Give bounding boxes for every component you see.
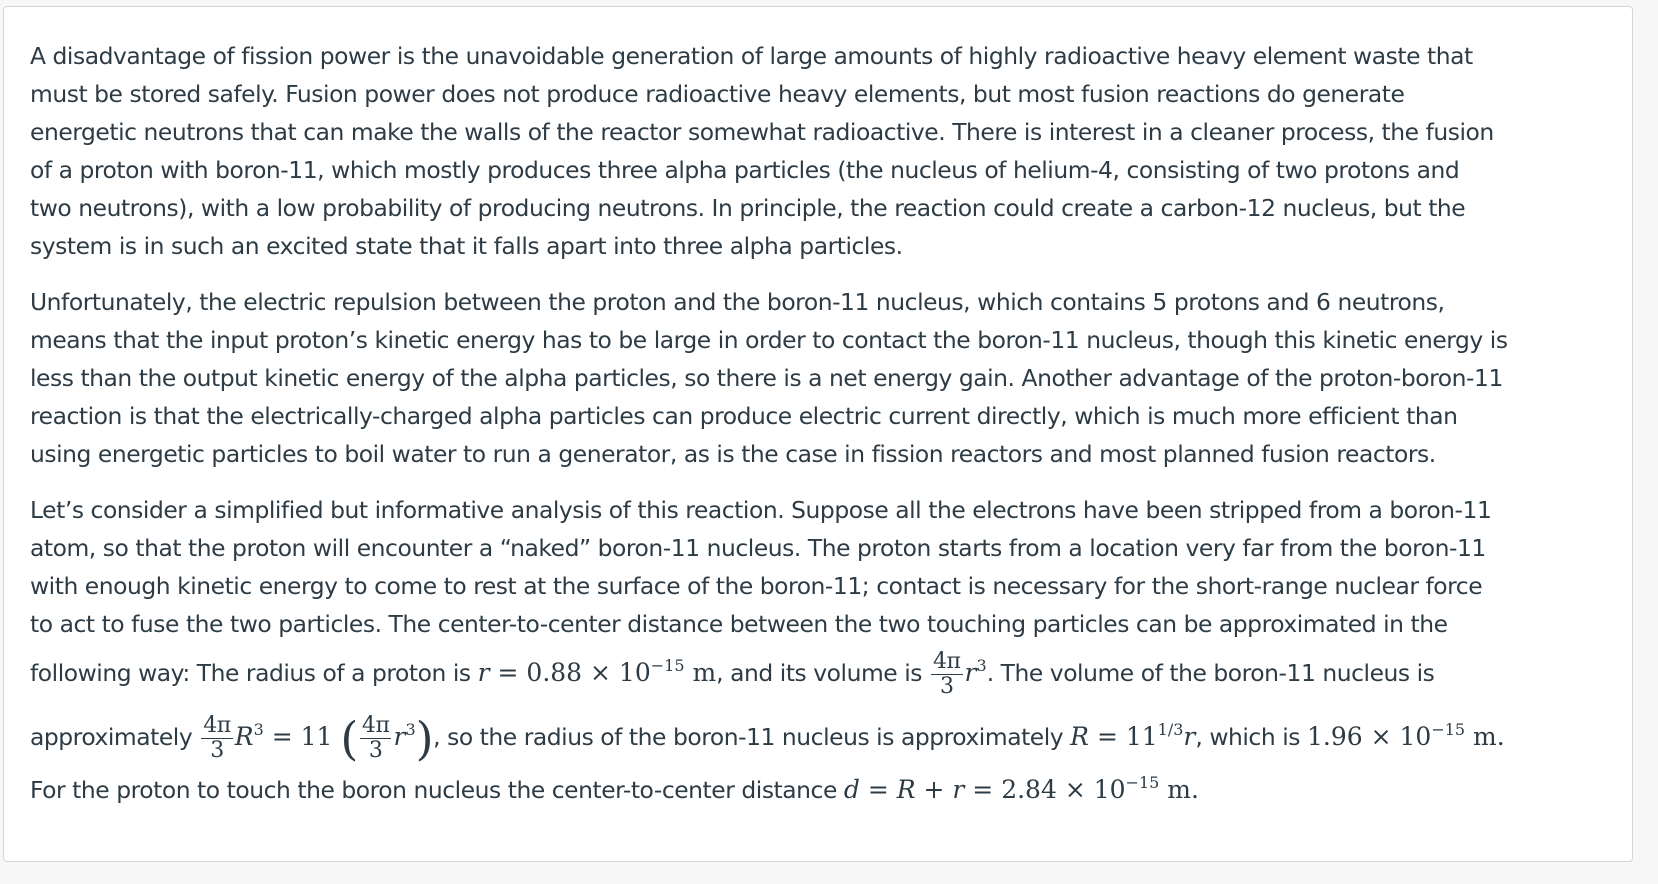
text-line: Unfortunately, the electric repulsion between the proton and the boron-11 nucleus, which contains 5 protons and 6 neutrons, bbox=[30, 288, 1445, 316]
text-line: A disadvantage of fission power is the unavoidable generation of large amounts of highly radioactive heavy element waste that bbox=[30, 42, 1473, 70]
text-segment: following way: The radius of a proton is bbox=[30, 659, 478, 687]
math-fraction bbox=[360, 714, 392, 763]
math-number: 0.88 × 10 bbox=[526, 658, 651, 687]
math-proton-radius bbox=[478, 658, 717, 687]
text-line: reaction is that the electrically-charged alpha particles can produce electric current directly, which is much more efficient than bbox=[30, 402, 1458, 430]
left-paren: ( bbox=[340, 711, 358, 766]
text-line: two neutrons), with a low probability of producing neutrons. In principle, the reaction could create a carbon-12 nucleus, but the bbox=[30, 194, 1466, 222]
paragraph-electric-repulsion bbox=[30, 283, 1606, 473]
text-line: with enough kinetic energy to come to rest at the surface of the boron-11; contact is necessary for the short-range nuclear force bbox=[30, 572, 1483, 600]
math-var: r bbox=[393, 722, 406, 751]
math-op: = bbox=[263, 722, 301, 751]
math-var: r bbox=[1183, 722, 1196, 751]
text-segment: , which is bbox=[1195, 723, 1307, 751]
text-segment: For the proton to touch the boron nucleus the center-to-center distance bbox=[30, 776, 844, 804]
math-exponent: −15 bbox=[1125, 773, 1160, 792]
math-number: 11 bbox=[300, 722, 333, 751]
math-exponent: 1/3 bbox=[1157, 720, 1184, 739]
math-var: r bbox=[477, 658, 490, 687]
math-var: R bbox=[1070, 722, 1089, 751]
math-fraction bbox=[201, 714, 233, 763]
math-exponent: 3 bbox=[976, 656, 987, 675]
math-unit: m. bbox=[1465, 722, 1505, 751]
math-exponent: −15 bbox=[650, 656, 685, 675]
text-line: system is in such an excited state that it falls apart into three alpha particles. bbox=[30, 232, 903, 260]
math-boron-volume bbox=[235, 722, 341, 751]
math-center-distance bbox=[844, 775, 1199, 804]
math-exponent: −15 bbox=[1431, 720, 1466, 739]
fraction-numerator: 4π bbox=[361, 713, 390, 738]
math-op: = bbox=[859, 775, 897, 804]
problem-card bbox=[3, 6, 1633, 862]
math-unit: m bbox=[684, 658, 717, 687]
text-line: to act to fuse the two particles. The center-to-center distance between the two touching particles can be approximated in the bbox=[30, 610, 1448, 638]
fraction-numerator: 4π bbox=[203, 713, 231, 738]
text-line: Let’s consider a simplified but informative analysis of this reaction. Suppose all the electrons have been stripped from a boron-11 bbox=[30, 496, 1492, 524]
right-paren: ) bbox=[415, 711, 434, 766]
math-volume bbox=[965, 658, 987, 687]
text-segment: approximately bbox=[30, 723, 200, 751]
text-line-boron-radius bbox=[30, 703, 1606, 771]
text-line-center-distance bbox=[30, 771, 1606, 809]
math-unit: m. bbox=[1159, 775, 1199, 804]
math-number: 1.96 × 10 bbox=[1306, 722, 1432, 751]
text-line: must be stored safely. Fusion power does not produce radioactive heavy elements, but most fusion reactions do generate bbox=[30, 80, 1405, 108]
text-line: less than the output kinetic energy of the alpha particles, so there is a net energy gain. Another advantage of the proton-boron-11 bbox=[30, 364, 1503, 392]
math-var: R bbox=[234, 722, 254, 751]
text-line: energetic neutrons that can make the walls of the reactor somewhat radioactive. There is interest in a cleaner process, the fusion bbox=[30, 118, 1494, 146]
math-var: d bbox=[843, 775, 860, 804]
fraction-denominator: 3 bbox=[368, 738, 383, 763]
math-inner-volume bbox=[393, 722, 415, 751]
text-segment: , so the radius of the boron-11 nucleus is approximately bbox=[433, 723, 1071, 751]
math-exponent: 3 bbox=[253, 720, 264, 739]
text-line: atom, so that the proton will encounter a “naked” boron-11 nucleus. The proton starts from a location very far from the boron-11 bbox=[30, 534, 1486, 562]
text-line: means that the input proton’s kinetic energy has to be large in order to contact the boron-11 nucleus, though this kinetic energy is bbox=[30, 326, 1508, 354]
math-boron-radius-value bbox=[1307, 722, 1505, 751]
text-segment: . The volume of the boron-11 nucleus is bbox=[986, 659, 1435, 687]
math-boron-radius bbox=[1070, 722, 1195, 751]
math-op: = bbox=[964, 775, 1002, 804]
math-op: = bbox=[1089, 722, 1126, 751]
paragraph-fission-disadvantage bbox=[30, 37, 1606, 265]
math-var: r bbox=[952, 775, 965, 804]
fraction-numerator: 4π bbox=[932, 649, 961, 674]
math-op: + bbox=[915, 775, 953, 804]
text-line: of a proton with boron-11, which mostly produces three alpha particles (the nucleus of helium-4, consisting of two protons and bbox=[30, 156, 1460, 184]
math-number: 2.84 × 10 bbox=[1001, 775, 1126, 804]
math-number: 11 bbox=[1125, 722, 1158, 751]
math-exponent: 3 bbox=[405, 720, 416, 739]
text-line: using energetic particles to boil water to run a generator, as is the case in fission reactors and most planned fusion reactors. bbox=[30, 440, 1436, 468]
text-segment: , and its volume is bbox=[716, 659, 929, 687]
math-op: = bbox=[489, 658, 527, 687]
math-fraction bbox=[931, 650, 963, 699]
text-line-proton-radius bbox=[30, 643, 1606, 703]
math-var: r bbox=[964, 658, 977, 687]
paragraph-simplified-analysis bbox=[30, 491, 1606, 809]
fraction-denominator: 3 bbox=[210, 738, 224, 763]
math-var: R bbox=[896, 775, 916, 804]
fraction-denominator: 3 bbox=[939, 674, 954, 699]
